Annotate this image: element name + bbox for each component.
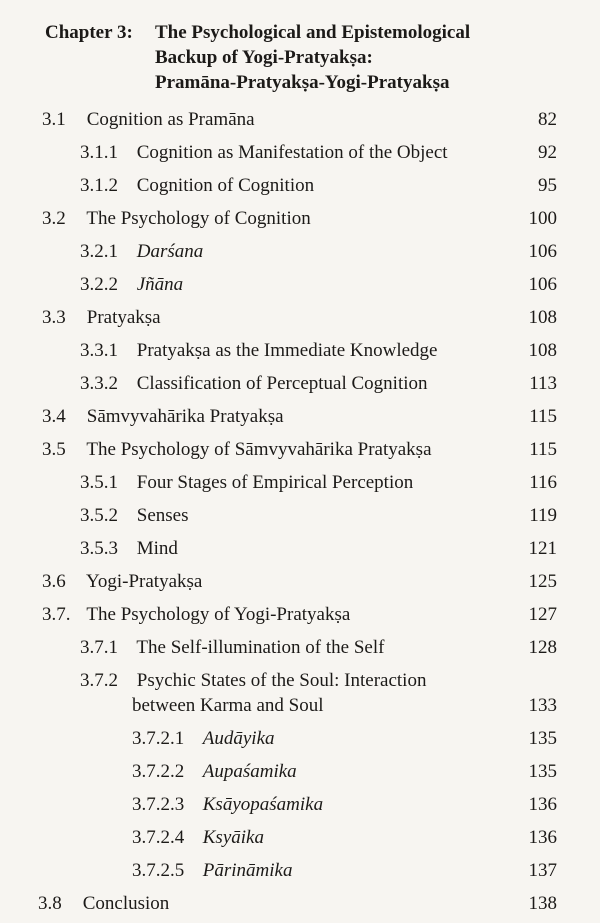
- page-number: 116: [529, 472, 557, 493]
- toc-entry: [42, 405, 284, 429]
- toc-entry: [132, 859, 292, 883]
- section-number: 3.8: [38, 893, 62, 914]
- section-title: The Psychology of Cognition: [86, 208, 311, 229]
- toc-entry: [42, 438, 432, 462]
- section-number: 3.4: [42, 406, 66, 427]
- section-title: Pratyakṣa as the Immediate Knowledge: [136, 340, 438, 361]
- section-title: Pārināmika: [202, 860, 293, 881]
- chapter-title: [155, 20, 565, 95]
- section-title: Cognition as Manifestation of the Object: [136, 142, 448, 163]
- page-number: 106: [528, 274, 557, 295]
- page-number: 137: [528, 860, 557, 881]
- section-number: 3.7.2.3: [132, 794, 185, 815]
- toc-entry: [80, 174, 314, 198]
- toc-entry: [42, 306, 161, 330]
- toc-entry: [80, 471, 413, 495]
- section-title: Sāmvyvahārika Pratyakṣa: [86, 406, 284, 427]
- section-number: 3.1: [42, 109, 66, 130]
- toc-entry: [80, 273, 183, 297]
- section-number: 3.1.1: [80, 142, 118, 163]
- section-number: 3.3.1: [80, 340, 118, 361]
- chapter-title-line: The Psychological and Epistemological: [155, 22, 471, 43]
- section-number: 3.7.2.2: [132, 761, 185, 782]
- section-title: Yogi-Pratyakṣa: [86, 571, 203, 592]
- section-title: Aupaśamika: [202, 761, 297, 782]
- section-number: 3.2.2: [80, 274, 118, 295]
- page-number: 138: [528, 893, 557, 914]
- chapter-title-line: Backup of Yogi-Pratyakṣa:: [155, 47, 373, 68]
- section-title: Conclusion: [82, 893, 170, 914]
- section-number: 3.7.2.1: [132, 728, 185, 749]
- section-title: Psychic States of the Soul: Interaction: [136, 670, 427, 691]
- section-title: Ksāyopaśamika: [202, 794, 324, 815]
- toc-entry: [42, 603, 350, 627]
- section-number: 3.7.: [42, 604, 71, 625]
- section-number: 3.3: [42, 307, 66, 328]
- section-number: 3.5: [42, 439, 66, 460]
- toc-entry: [42, 108, 255, 132]
- section-title: Cognition as Pramāna: [86, 109, 255, 130]
- page-number: 128: [528, 637, 557, 658]
- section-title: Classification of Perceptual Cognition: [136, 373, 428, 394]
- page-number: 127: [528, 604, 557, 625]
- section-number: 3.5.3: [80, 538, 118, 559]
- section-number: 3.7.2.5: [132, 860, 185, 881]
- section-title: Jñāna: [136, 274, 184, 295]
- toc-entry: [132, 727, 275, 751]
- toc-entry: [80, 141, 448, 165]
- toc-entry: [42, 570, 202, 594]
- chapter-title-line: Pramāna-Pratyakṣa-Yogi-Pratyakṣa: [155, 72, 450, 93]
- toc-entry: [132, 826, 264, 850]
- page-number: 106: [528, 241, 557, 262]
- toc-entry: [38, 892, 169, 916]
- section-title: between Karma and Soul: [132, 695, 324, 716]
- section-number: 3.2: [42, 208, 66, 229]
- page-number: 136: [528, 827, 557, 848]
- section-number: 3.7.1: [80, 637, 118, 658]
- section-title: Ksyāika: [202, 827, 264, 848]
- page-number: 133: [528, 695, 557, 716]
- page-number: 82: [538, 109, 557, 130]
- section-title: Audāyika: [202, 728, 275, 749]
- page-number: 108: [528, 340, 557, 361]
- page-number: 135: [528, 728, 557, 749]
- section-number: 3.2.1: [80, 241, 118, 262]
- section-title: Darśana: [136, 241, 204, 262]
- section-title: The Psychology of Yogi-Pratyakṣa: [86, 604, 351, 625]
- section-title: The Psychology of Sāmvyvahārika Pratyakṣa: [86, 439, 432, 460]
- section-title: Mind: [136, 538, 178, 559]
- section-number: 3.6: [42, 571, 66, 592]
- section-title: Pratyakṣa: [86, 307, 161, 328]
- toc-entry: [132, 760, 297, 784]
- toc-entry: [80, 537, 178, 561]
- page-number: 121: [528, 538, 557, 559]
- toc-entry: [80, 504, 188, 528]
- chapter-number: Chapter 3:: [45, 22, 133, 43]
- section-number: 3.5.1: [80, 472, 118, 493]
- section-number: 3.5.2: [80, 505, 118, 526]
- toc-entry-continuation: [132, 694, 324, 718]
- page-number: 92: [538, 142, 557, 163]
- section-number: 3.1.2: [80, 175, 118, 196]
- section-number: 3.3.2: [80, 373, 118, 394]
- section-number: 3.7.2.4: [132, 827, 185, 848]
- page-number: 115: [529, 406, 557, 427]
- toc-entry: [80, 339, 437, 363]
- section-title: Four Stages of Empirical Perception: [136, 472, 414, 493]
- toc-entry: [42, 207, 311, 231]
- section-number: 3.7.2: [80, 670, 118, 691]
- page-number: 136: [528, 794, 557, 815]
- page-number: 95: [538, 175, 557, 196]
- toc-entry: [80, 636, 384, 660]
- page-number: 125: [528, 571, 557, 592]
- page-number: 119: [529, 505, 557, 526]
- page-number: 108: [528, 307, 557, 328]
- page-number: 115: [529, 439, 557, 460]
- toc-entry: [80, 240, 203, 264]
- section-title: Cognition of Cognition: [136, 175, 315, 196]
- section-title: Senses: [136, 505, 189, 526]
- page-number: 135: [528, 761, 557, 782]
- section-title: The Self-illumination of the Self: [136, 637, 385, 658]
- page-number: 113: [529, 373, 557, 394]
- toc-entry: [80, 669, 426, 693]
- toc-entry: [80, 372, 428, 396]
- page-number: 100: [528, 208, 557, 229]
- toc-entry: [132, 793, 323, 817]
